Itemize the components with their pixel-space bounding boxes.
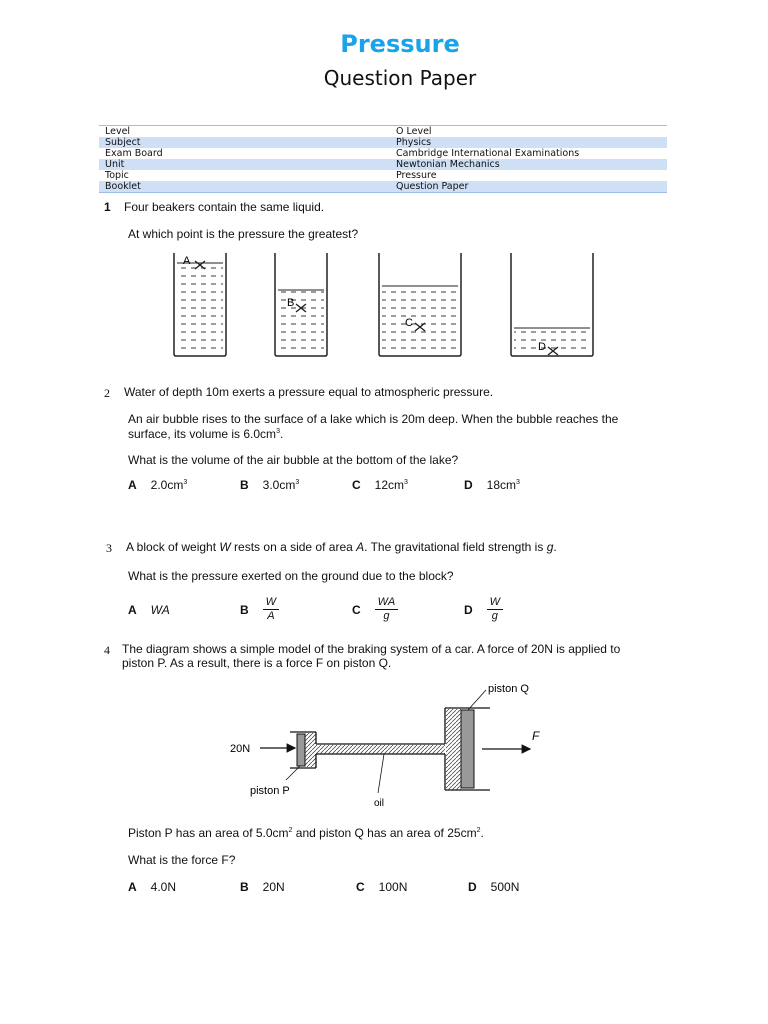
beaker-d bbox=[511, 253, 593, 356]
info-key: Subject bbox=[99, 137, 390, 148]
fraction-numerator: W bbox=[487, 596, 503, 610]
symbol-g: g bbox=[546, 540, 554, 554]
option-value: 3.0cm bbox=[262, 478, 296, 492]
option-value: 2.0cm bbox=[150, 478, 184, 492]
info-key: Unit bbox=[99, 159, 390, 170]
text-part: . bbox=[553, 540, 557, 554]
question-2-text-line1: An air bubble rises to the surface of a lake which is 20m deep. When the bubble reaches the bbox=[128, 412, 619, 426]
label-c: C bbox=[405, 317, 413, 329]
fraction-denominator: A bbox=[267, 610, 275, 622]
question-2-volume: surface, its volume is 6.0cm bbox=[128, 427, 277, 441]
option-d[interactable] bbox=[468, 880, 519, 894]
option-letter: D bbox=[464, 602, 473, 617]
text-part: . The gravitational field strength is bbox=[364, 540, 547, 554]
option-letter: B bbox=[240, 478, 249, 492]
symbol-w: W bbox=[219, 540, 231, 554]
option-c[interactable] bbox=[352, 478, 408, 492]
symbol-a: A bbox=[356, 540, 365, 554]
info-key: Booklet bbox=[99, 181, 390, 193]
question-4-text-line1: The diagram shows a simple model of the braking system of a car. A force of 20N is applied to bbox=[122, 642, 621, 656]
option-d[interactable] bbox=[464, 478, 520, 492]
force-out-label: F bbox=[532, 729, 540, 743]
unit-superscript: 2 bbox=[476, 827, 481, 834]
label-b: B bbox=[287, 297, 295, 309]
question-2-text-line2 bbox=[128, 427, 283, 441]
question-1-text: Four beakers contain the same liquid. bbox=[124, 200, 325, 214]
option-value: 20N bbox=[262, 880, 285, 894]
option-a[interactable] bbox=[128, 603, 170, 617]
beaker-a bbox=[174, 253, 226, 356]
question-1-number: 1 bbox=[104, 200, 111, 214]
option-b[interactable] bbox=[240, 596, 279, 623]
beakers-diagram bbox=[160, 248, 610, 363]
info-value: Newtonian Mechanics bbox=[390, 159, 667, 170]
piston-p bbox=[297, 734, 305, 766]
info-value: Cambridge International Examinations bbox=[396, 148, 580, 159]
table-row bbox=[99, 181, 667, 193]
page-subtitle: Question Paper bbox=[323, 66, 477, 90]
question-3-text bbox=[126, 540, 557, 554]
info-key: Exam Board bbox=[105, 148, 163, 159]
unit-superscript: 2 bbox=[288, 827, 293, 834]
option-d[interactable] bbox=[464, 596, 503, 623]
period: . bbox=[279, 427, 284, 441]
option-letter: C bbox=[356, 880, 365, 894]
question-4-prompt: What is the force F? bbox=[128, 853, 236, 867]
beaker-c bbox=[379, 253, 461, 356]
option-letter: A bbox=[128, 880, 137, 894]
option-letter: A bbox=[128, 603, 137, 617]
text-part: A block of weight bbox=[126, 540, 220, 554]
question-2-text: Water of depth 10m exerts a pressure equal to atmospheric pressure. bbox=[124, 385, 494, 399]
info-value: Pressure bbox=[396, 170, 437, 181]
option-value: 12cm bbox=[374, 478, 405, 492]
text-part: . bbox=[480, 826, 484, 840]
option-letter: C bbox=[352, 602, 361, 617]
question-3-prompt: What is the pressure exerted on the ground due to the block? bbox=[128, 569, 454, 583]
question-3-number: 3 bbox=[106, 541, 112, 555]
unit-superscript: 3 bbox=[516, 479, 520, 486]
text-part: rests on a side of area bbox=[230, 540, 357, 554]
info-value: O Level bbox=[390, 126, 667, 138]
table-row bbox=[99, 137, 667, 148]
option-letter: D bbox=[464, 478, 473, 492]
page-title: Pressure bbox=[340, 30, 460, 58]
force-in-label: 20N bbox=[230, 743, 251, 755]
oil-label: oil bbox=[374, 798, 385, 809]
option-value: 4.0N bbox=[150, 880, 177, 894]
fraction-numerator: W bbox=[263, 596, 279, 610]
fraction-denominator: g bbox=[491, 610, 498, 622]
piston-p-label: piston P bbox=[250, 785, 290, 797]
option-b[interactable] bbox=[240, 478, 299, 492]
piston-q-label: piston Q bbox=[488, 683, 529, 695]
info-table bbox=[99, 125, 667, 193]
question-2-prompt: What is the volume of the air bubble at the bottom of the lake? bbox=[128, 453, 459, 467]
table-row bbox=[99, 148, 667, 159]
info-value: Physics bbox=[390, 137, 667, 148]
fraction-denominator: g bbox=[383, 610, 390, 622]
piston-q bbox=[461, 710, 474, 788]
option-value: 100N bbox=[378, 880, 408, 894]
text-part: and piston Q has an area of 25cm bbox=[292, 826, 477, 840]
braking-system-diagram bbox=[220, 678, 560, 813]
option-letter: A bbox=[128, 478, 137, 492]
label-a: A bbox=[183, 255, 191, 267]
unit-superscript: 3 bbox=[276, 428, 280, 435]
option-value: WA bbox=[150, 603, 170, 617]
beaker-b bbox=[275, 253, 327, 356]
option-b[interactable] bbox=[240, 880, 285, 894]
question-1-prompt: At which point is the pressure the greatest? bbox=[128, 227, 359, 241]
option-c[interactable] bbox=[356, 880, 407, 894]
option-letter: B bbox=[240, 880, 249, 894]
info-key: Level bbox=[99, 126, 390, 138]
option-value: 18cm bbox=[486, 478, 517, 492]
option-a[interactable] bbox=[128, 478, 187, 492]
fraction-numerator: WA bbox=[375, 596, 399, 610]
question-2-number: 2 bbox=[104, 386, 110, 400]
info-key: Topic bbox=[105, 170, 129, 181]
option-a[interactable] bbox=[128, 880, 176, 894]
option-letter: B bbox=[240, 602, 249, 617]
unit-superscript: 3 bbox=[404, 479, 408, 486]
option-letter: C bbox=[352, 478, 361, 492]
question-4-number: 4 bbox=[104, 643, 110, 657]
unit-superscript: 3 bbox=[183, 479, 188, 486]
option-value: 500N bbox=[490, 880, 520, 894]
label-d: D bbox=[538, 341, 546, 353]
table-row bbox=[99, 170, 667, 181]
info-value: Question Paper bbox=[390, 181, 667, 193]
option-c[interactable] bbox=[352, 596, 398, 623]
table-row bbox=[99, 126, 667, 138]
table-row bbox=[99, 159, 667, 170]
text-part: Piston P has an area of 5.0cm bbox=[128, 826, 289, 840]
option-letter: D bbox=[468, 880, 477, 894]
question-4-text-line3 bbox=[128, 826, 484, 840]
question-4-text-line2: piston P. As a result, there is a force F on piston Q. bbox=[122, 656, 392, 670]
unit-superscript: 3 bbox=[295, 479, 300, 486]
